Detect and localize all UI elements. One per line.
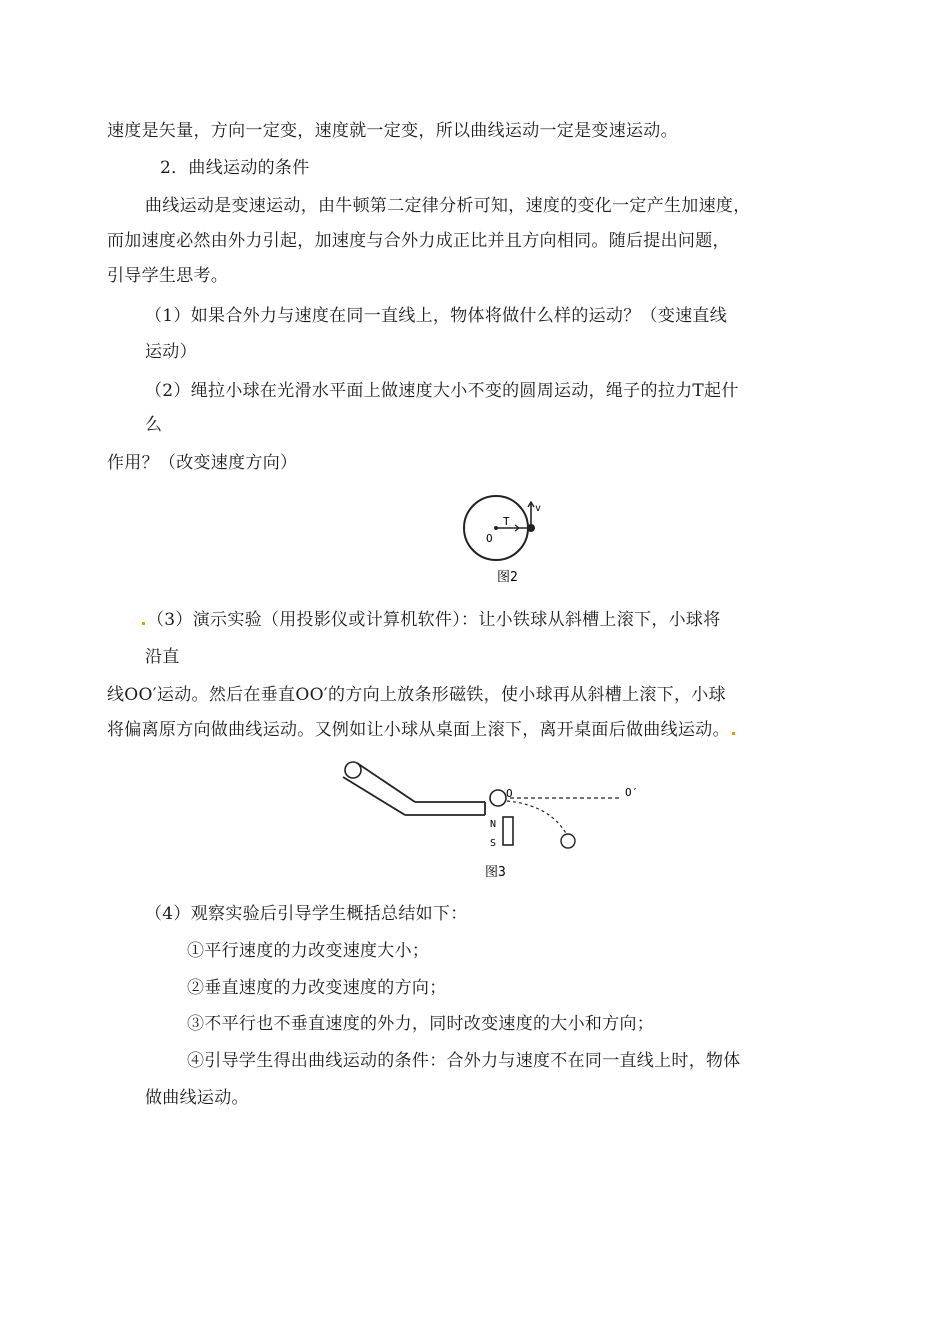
question-1-line1: （1）如果合外力与速度在同一直线上，物体将做什么样的运动？（变速直线 bbox=[145, 306, 728, 326]
summary-item-3: ③不平行也不垂直速度的外力，同时改变速度的大小和方向； bbox=[187, 1014, 655, 1034]
figure-2-circular-motion bbox=[455, 492, 555, 587]
label-o: O bbox=[506, 787, 513, 800]
summary-item-4-line2: 做曲线运动。 bbox=[145, 1088, 249, 1108]
label-n: N bbox=[490, 819, 497, 830]
question-4: （4）观察实验后引导学生概括总结如下： bbox=[145, 904, 468, 924]
curved-trajectory bbox=[507, 801, 567, 835]
label-v: v bbox=[535, 503, 542, 514]
paragraph-velocity-vector: 速度是矢量，方向一定变，速度就一定变，所以曲线运动一定是变速运动。 bbox=[107, 121, 678, 141]
section-heading-curve-condition: 2．曲线运动的条件 bbox=[160, 158, 310, 178]
ball-deflected bbox=[561, 834, 575, 848]
question-3-text-end: 将偏离原方向做曲线运动。又例如让小球从桌面上滚下，离开桌面后做曲线运动。 bbox=[107, 720, 730, 740]
figure-3-magnet-experiment bbox=[335, 755, 665, 885]
question-2-line2: 么 bbox=[145, 415, 163, 435]
summary-item-2: ②垂直速度的力改变速度的方向； bbox=[187, 978, 447, 998]
question-3-line4 bbox=[107, 719, 737, 741]
question-3-line3: 线OO′运动。然后在垂直OO′的方向上放条形磁铁，使小球再从斜槽上滚下，小球 bbox=[107, 685, 726, 705]
incline-bottom-edge bbox=[343, 777, 405, 815]
summary-item-1: ①平行速度的力改变速度大小； bbox=[187, 941, 430, 961]
question-2-line1: （2）绳拉小球在光滑水平面上做速度大小不变的圆周运动，绳子的拉力T起什 bbox=[145, 381, 739, 401]
question-1-line2: 运动） bbox=[145, 342, 197, 362]
question-3-line2: 沿直 bbox=[145, 647, 180, 667]
label-o-prime: O′ bbox=[625, 786, 639, 799]
bar-magnet bbox=[503, 817, 513, 845]
figure-3-caption: 图3 bbox=[485, 865, 506, 880]
paragraph-newton-line1: 曲线运动是变速运动，由牛顿第二定律分析可知，速度的变化一定产生加速度， bbox=[145, 196, 751, 216]
paragraph-newton-line2: 而加速度必然由外力引起，加速度与合外力成正比并且方向相同。随后提出问题， bbox=[107, 231, 730, 251]
question-3-line1 bbox=[140, 609, 721, 631]
question-2-line3: 作用？（改变速度方向） bbox=[107, 453, 298, 473]
label-o: O bbox=[486, 532, 493, 545]
label-t: T bbox=[503, 515, 510, 528]
incline-top-edge bbox=[357, 763, 415, 802]
paragraph-newton-line3: 引导学生思考。 bbox=[107, 266, 229, 286]
marker-dot-end bbox=[732, 732, 735, 735]
figure-2-caption: 图2 bbox=[497, 570, 518, 585]
marker-dot bbox=[142, 622, 145, 625]
center-point bbox=[494, 526, 498, 530]
summary-item-4-line1: ④引导学生得出曲线运动的条件：合外力与速度不在同一直线上时，物体 bbox=[187, 1051, 741, 1071]
question-3-text: （3）演示实验（用投影仪或计算机软件）：让小铁球从斜槽上滚下，小球将 bbox=[147, 610, 721, 630]
ball-at-edge bbox=[490, 790, 506, 806]
label-s: S bbox=[490, 838, 497, 849]
